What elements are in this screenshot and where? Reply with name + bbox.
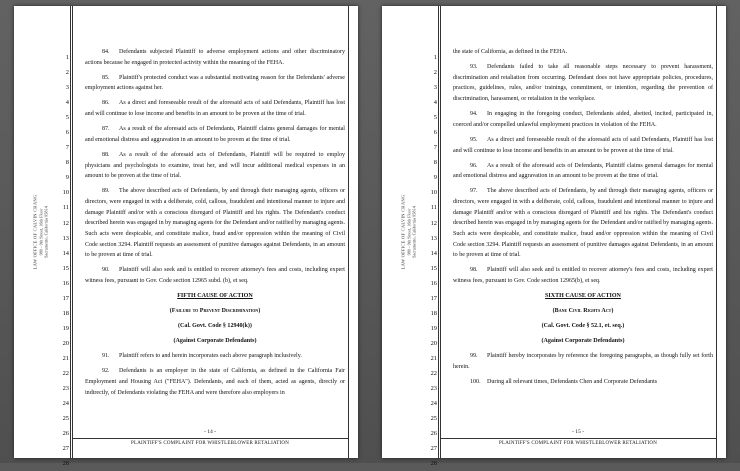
line-number: 28 [430,460,437,468]
line-number: 27 [430,445,437,453]
footer-rule [440,438,716,439]
line-number: 16 [62,279,69,287]
cause-title: FIFTH CAUSE OF ACTION [177,293,253,300]
page-number: - 15 - [571,429,585,435]
paragraph-text: Defendants is an employer in the state of California, as defined in the California Fair Employment and Housing Act ("FEHA"). Defendants, and each of them, acted as agents, directly or indirectly, of Defendants violating the FEHA and were therefore also employers in [85,368,345,396]
line-number: 6 [433,129,437,137]
paragraph-number: 91. [102,353,110,360]
margin-rule [72,6,73,458]
paragraph-number: 98. [470,267,478,274]
line-number: 17 [62,294,69,302]
paragraph [453,377,713,388]
paragraph-text: Plaintiff will also seek and is entitled to recover attorney's fees and costs, including expert witness fees, pursuant to Gov. Code section 12965(b), et seq. [453,267,713,285]
line-number: 5 [433,114,437,122]
paragraph-number: 90. [102,267,110,274]
paragraph-number: 97. [470,188,478,195]
line-numbers [423,50,437,471]
line-number: 9 [433,174,437,182]
paragraph-number: 94. [470,111,478,118]
paragraph-number: 93. [470,64,478,70]
paragraph-text: Plaintiff's protected conduct was a substantial motivating reason for the Defendants' adverse employment actions against her. [85,74,345,92]
line-number: 15 [430,264,437,272]
paragraph [85,98,345,119]
paragraph-list [453,351,713,387]
line-numbers [55,50,69,471]
footer-title: PLAINTIFF'S COMPLAINT FOR WHISTLEBLOWER RETALIATION [498,441,657,446]
line-number: 24 [430,400,437,408]
paragraph-text: Plaintiff hereby incorporates by reference the foregoing paragraphs, as though fully set forth herein. [453,353,713,370]
paragraph [85,265,345,286]
page-15 [382,6,726,468]
paragraph [85,366,345,398]
paragraph-number: 100. [470,378,481,385]
paragraph-number: 92. [102,368,110,375]
line-number: 19 [62,324,69,332]
line-number: 13 [62,234,69,242]
paragraph [85,124,345,145]
firm-address-2: Sacramento, California 95814 [411,206,417,258]
paragraph-list [85,47,345,287]
paragraph [453,135,713,156]
firm-block [401,195,418,270]
paragraph [453,109,713,130]
page-number: - 14 - [203,429,217,435]
paragraph [85,186,345,261]
line-number: 24 [62,400,69,408]
firm-block [33,195,50,270]
line-number: 12 [62,219,69,227]
paragraph-text: As a result of the aforesaid acts of Defendants, Plaintiff claims general damages for mental and emotional distress and aggravation in an amount to be proven at the time of trial. [85,126,345,143]
paragraph-list [85,351,345,398]
paragraph-text: The above described acts of Defendants, by and through their managing agents, officers or directors, were engaged in with a deliberate, cold, callous, fraudulent and intentional manner to injure and damage Plaintiff and/or with a conscious disregard of Plaintiff and his rights. The Defendant's conduct described herein was engaged in by managing agents for the Defendant and/or ratified by managing agents. Such acts were despicable, and constitute malice, fraud and/or oppression within the meaning of Civil Code section 3294. Plaintiff requests an assessment of punitive damages against Defendants, in an amount to be proven at time of trial. [453,188,713,259]
line-number: 7 [65,144,69,152]
line-number: 12 [430,219,437,227]
paragraph-text: As a result of the aforesaid acts of Defendants, Plaintiff claims general damages for mental and emotional distress and aggravation in an amount to be proven at the time of trial. [453,162,713,180]
paragraph-text: During all relevant times, Defendants Chen and Corporate Defendants [487,378,658,385]
paragraph-number: 95. [470,136,478,143]
line-number: 14 [62,249,69,257]
paragraph [453,161,713,182]
paragraph-text: Plaintiff will also seek and is entitled to recover attorney's fees and costs, including expert witness fees, pursuant to Gov. Code section 12965 subd. (b), et seq. [85,267,345,285]
line-number: 21 [430,354,437,362]
line-number: 26 [62,430,69,438]
paragraph-number: 96. [470,162,478,169]
paragraph-text: As a direct and foreseeable result of the aforesaid acts of said Defendants, Plaintiff has lost and will continue to lose income and benefits in an amount to be proven at the time of trial. [85,100,345,118]
line-number: 27 [62,445,69,453]
cause-against: (Against Corporate Defendants) [541,338,625,345]
cause-subtitle: (Failure to Prevent Discrimination) [169,308,261,315]
line-number: 11 [62,204,69,212]
line-number: 4 [433,99,437,107]
line-number: 16 [430,279,437,287]
paragraph-text: Defendants failed to take all reasonable steps necessary to prevent harassment, discrimination and retaliation from occurring. Defendant does not have appropriate policies, procedures, practices, guidelines, rules, and/or trainings, commitment, or intention, regarding the prevention of discrimination, harassment, or retaliation in the workplace. [453,64,713,103]
firm-name: LAW OFFICE OF CALVIN CHANG [400,194,406,270]
line-number: 3 [65,84,69,92]
paragraph-number: 87. [102,126,110,133]
footer-title: PLAINTIFF'S COMPLAINT FOR WHISTLEBLOWER RETALIATION [130,441,289,446]
line-number: 25 [430,415,437,423]
line-number: 4 [65,99,69,107]
paragraph-text: As a direct and foreseeable result of the aforesaid acts of said Defendants, Plaintiff has lost and will continue to lose income and benefits in an amount to be proven at the time of trial. [453,136,713,154]
paragraph-number: 85. [102,74,110,81]
line-number: 3 [433,84,437,92]
firm-address-1: 980 - 9th Street, 16th Floor [406,208,412,256]
paragraph [85,47,345,68]
cause-title: SIXTH CAUSE OF ACTION [545,293,621,300]
paragraph [85,351,345,362]
line-number: 5 [65,114,69,122]
paragraph-number: 88. [102,151,110,158]
line-number: 1 [65,54,69,61]
line-number: 7 [433,144,437,152]
paragraph-text: The above described acts of Defendants, by and through their managing agents, officers or directors, were engaged in with a deliberate, cold, callous, fraudulent and intentional manner to injure and damage Plaintiff and/or with a conscious disregard of Plaintiff and his rights. The Defendant's conduct described herein was engaged in by managing agents for the Defendant and/or ratified by managing agents. Such acts were despicable, and constitute malice, fraud and/or oppression within the meaning of Civil Code section 3294. Plaintiff requests an assessment of punitive damages against Defendants, in an amount to be proven at time of trial. [85,188,345,259]
footer-rule [72,438,348,439]
margin-rule [716,6,717,458]
margin-rule [440,6,441,458]
cause-code: (Cal. Govt. Code § 12940(k)) [178,323,252,330]
paragraph-text: Defendants subjected Plaintiff to adverse employment actions and other discriminatory actions because he engaged in protected activity within the meaning of the FEHA. [85,49,345,66]
line-number: 2 [65,69,69,77]
line-number: 22 [62,369,69,377]
line-number: 10 [430,189,437,197]
line-number: 1 [433,54,437,61]
margin-rule [348,6,349,458]
paragraph-text: As a result of the aforesaid acts of Defendants, Plaintiff will be required to employ physicians and psychologists to examine, treat her, and will incur additional medical expenses in an amount to be proven at the time of trial. [85,151,345,180]
line-number: 21 [62,354,69,362]
paragraph [85,150,345,182]
line-number: 2 [433,69,437,77]
line-number: 23 [430,385,437,393]
cause-against: (Against Corporate Defendants) [173,338,257,345]
paragraph-number: 99. [470,353,478,360]
line-number: 14 [430,249,437,257]
line-number: 11 [430,204,437,212]
paragraph-number: 84. [102,49,110,55]
line-number: 23 [62,385,69,393]
line-number: 13 [430,234,437,242]
continuation-text: the state of California, as defined in the FEHA. [453,49,568,55]
paragraph [453,62,713,105]
paragraph [453,265,713,286]
paragraph-number: 89. [102,188,110,195]
paragraph-text: Plaintiff refers to and herein incorporates each above paragraph inclusively. [119,353,302,360]
page-14 [14,6,358,468]
line-number: 15 [62,264,69,272]
paragraph [453,351,713,372]
line-number: 8 [433,159,437,167]
line-number: 18 [430,309,437,317]
line-number: 18 [62,309,69,317]
paragraph-list [453,62,713,287]
line-number: 20 [62,339,69,347]
line-number: 28 [62,460,69,468]
firm-name: LAW OFFICE OF CALVIN CHANG [32,194,38,270]
line-number: 8 [65,159,69,167]
margin-rule [438,6,439,458]
line-number: 19 [430,324,437,332]
firm-address-1: 980 - 9th Street, 16th Floor [38,208,44,256]
page-body [85,47,345,403]
line-number: 9 [65,174,69,182]
firm-address-2: Sacramento, California 95814 [43,206,49,258]
margin-rule [70,6,71,458]
line-number: 25 [62,415,69,423]
paragraph-number: 86. [102,100,110,107]
paragraph [85,73,345,94]
page-body [453,47,713,392]
paragraph [453,186,713,261]
line-number: 6 [65,129,69,137]
line-number: 10 [62,189,69,197]
line-number: 26 [430,430,437,438]
line-number: 22 [430,369,437,377]
cause-code: (Cal. Govt. Code § 52.1, et. seq.) [541,323,625,330]
line-number: 17 [430,294,437,302]
line-number: 20 [430,339,437,347]
cause-subtitle: (Bane Civil Rights Act) [552,308,614,315]
paragraph-text: In engaging in the foregoing conduct, Defendants aided, abetted, incited, participated in, coerced and/or compelled unlawful employment practices in violation of the FEHA. [453,111,713,128]
